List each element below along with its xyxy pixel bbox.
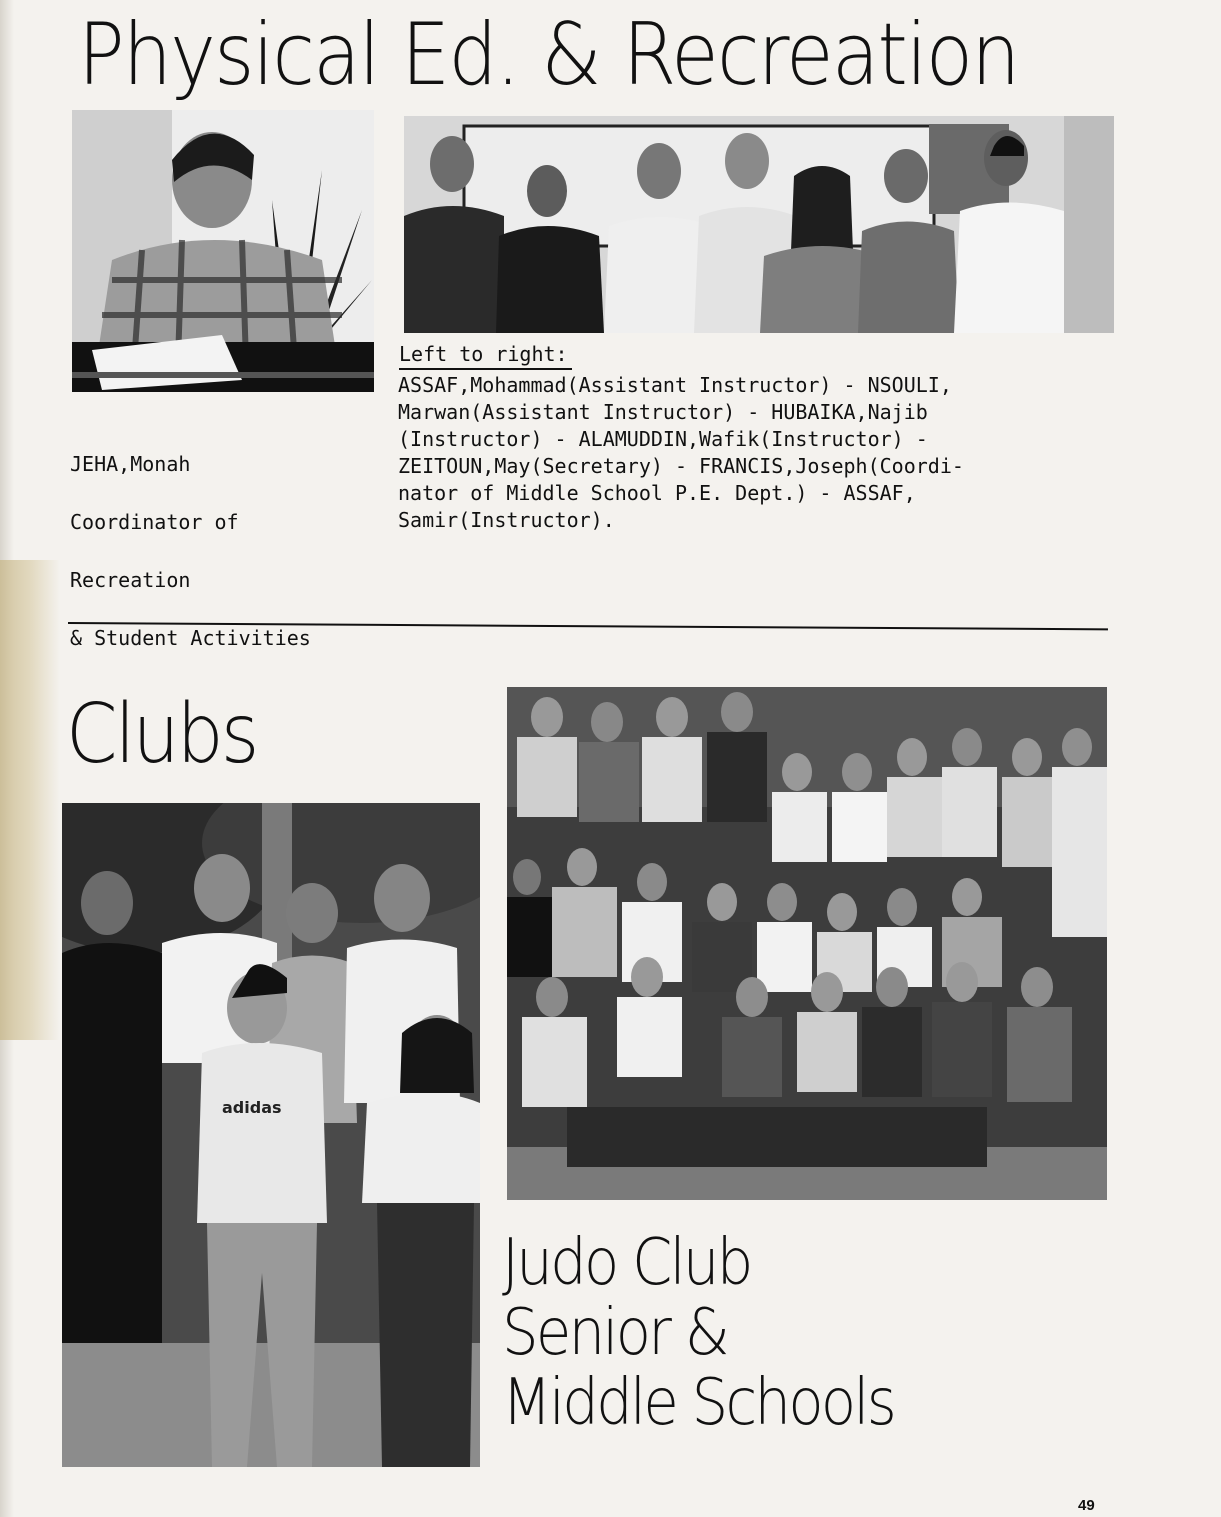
clubs-title: Clubs xyxy=(66,687,257,782)
page-number: 49 xyxy=(1078,1497,1095,1514)
judo-club-title xyxy=(502,1228,894,1438)
paper-stain xyxy=(0,560,60,1040)
group-caption-heading: Left to right: xyxy=(399,340,572,370)
group-caption-line: Samir(Instructor). xyxy=(398,508,615,532)
group-caption-line: ZEITOUN,May(Secretary) - FRANCIS,Joseph(Coordi- xyxy=(398,454,964,478)
group-caption-line: (Instructor) - ALAMUDDIN,Wafik(Instructor) - xyxy=(398,427,928,451)
page-title: Physical Ed. & Recreation xyxy=(78,5,1019,105)
coordinator-caption xyxy=(70,421,380,682)
clubs-group-photo xyxy=(62,803,480,1467)
coordinator-caption-line: Coordinator of xyxy=(70,510,239,534)
group-caption-line: ASSAF,Mohammad(Assistant Instructor) - NSOULI, xyxy=(398,373,952,397)
group-caption-line: Marwan(Assistant Instructor) - HUBAIKA,Najib xyxy=(398,400,928,424)
judo-club-title-line: Middle Schools xyxy=(502,1366,895,1440)
coordinator-caption-line: Recreation xyxy=(70,568,191,592)
coordinator-caption-line: JEHA,Monah xyxy=(70,452,191,476)
judo-club-title-line: Senior & xyxy=(502,1296,728,1370)
coordinator-photo xyxy=(72,110,374,392)
group-caption-line: nator of Middle School P.E. Dept.) - ASSAF, xyxy=(398,481,916,505)
judo-club-photo xyxy=(507,687,1107,1200)
judo-club-title-line: Judo Club xyxy=(502,1226,751,1300)
shirt-text: adidas xyxy=(222,1098,282,1117)
coordinator-caption-line: & Student Activities xyxy=(70,626,311,650)
group-caption xyxy=(398,372,1118,534)
staff-group-photo xyxy=(404,116,1114,333)
